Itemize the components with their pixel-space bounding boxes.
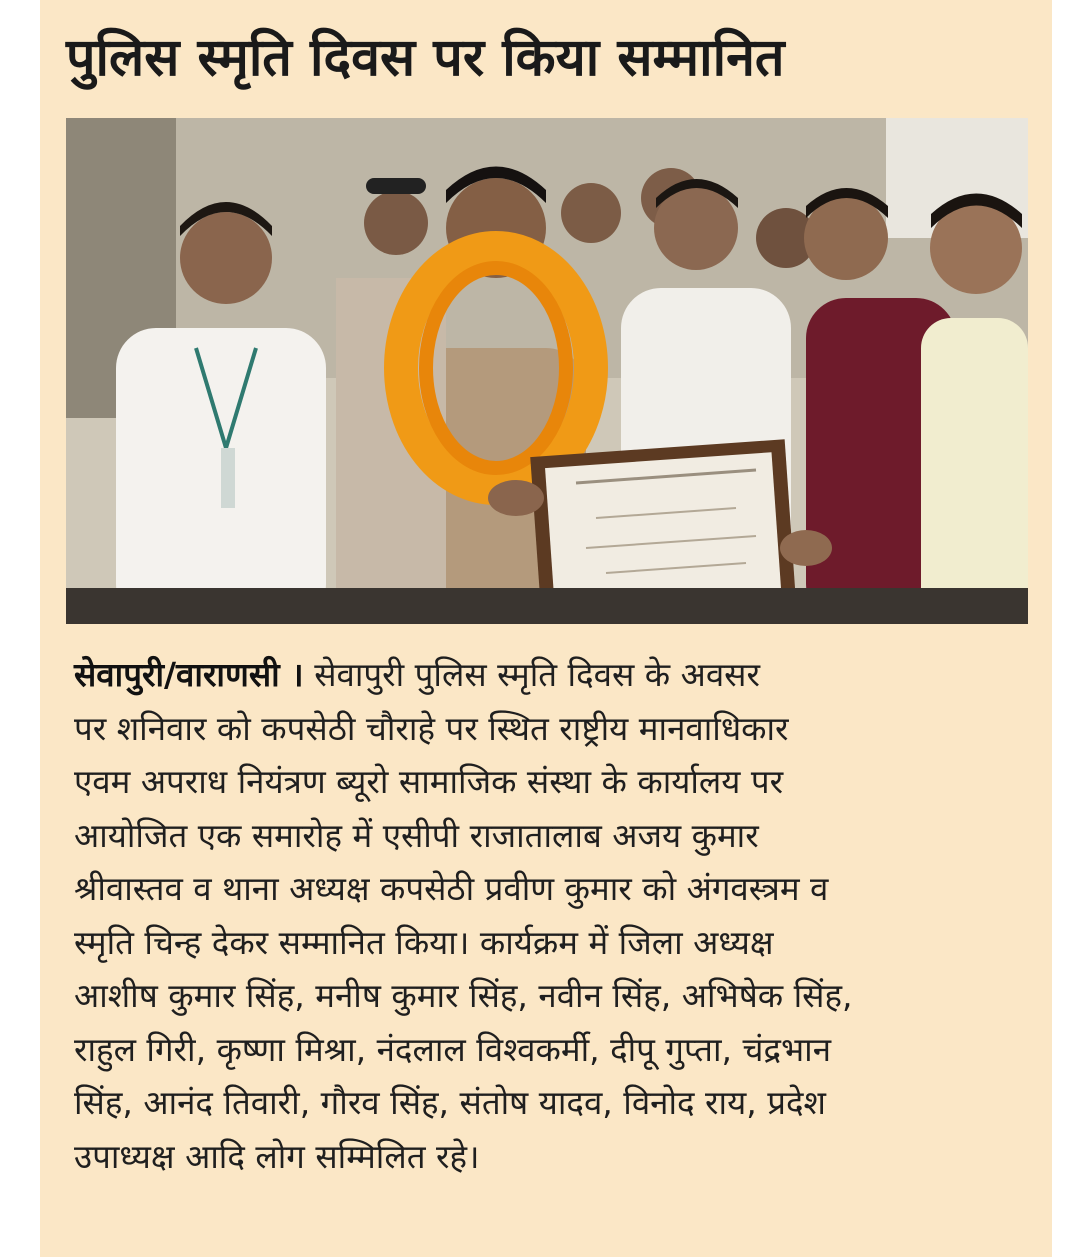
- article-line: आयोजित एक समारोह में एसीपी राजातालाब अजय कुमार: [74, 815, 759, 855]
- article-line: पर शनिवार को कपसेठी चौराहे पर स्थित राष्ट्रीय मानवाधिकार: [74, 708, 789, 748]
- article-body: [74, 648, 1034, 1183]
- dateline: सेवापुरी/वाराणसी ।: [74, 655, 304, 694]
- article-line: राहुल गिरी, कृष्णा मिश्रा, नंदलाल विश्वकर्मी, दीपू गुप्ता, चंद्रभान: [74, 1029, 832, 1069]
- article-line: एवम अपराध नियंत्रण ब्यूरो सामाजिक संस्था के कार्यालय पर: [74, 762, 784, 801]
- page-margin: [1052, 0, 1080, 1257]
- news-photo-illustration: [66, 118, 1028, 624]
- article-line: स्मृति चिन्ह देकर सम्मानित किया। कार्यक्रम में जिला अध्यक्ष: [74, 922, 774, 962]
- headline: पुलिस स्मृति दिवस पर किया सम्मानित: [66, 28, 785, 88]
- article-line: श्रीवास्तव व थाना अध्यक्ष कपसेठी प्रवीण कुमार को अंगवस्त्रम व: [74, 869, 829, 908]
- article-line: [74, 648, 1034, 702]
- article-line: आशीष कुमार सिंह, मनीष कुमार सिंह, नवीन सिंह, अभिषेक सिंह,: [74, 976, 853, 1015]
- newspaper-clipping: [40, 0, 1052, 1257]
- article-line: सिंह, आनंद तिवारी, गौरव सिंह, संतोष यादव, विनोद राय, प्रदेश: [74, 1083, 826, 1122]
- news-photo: [66, 118, 1028, 624]
- article-line: उपाध्यक्ष आदि लोग सम्मिलित रहे।: [74, 1136, 480, 1176]
- article-line-text: सेवापुरी पुलिस स्मृति दिवस के अवसर: [303, 655, 760, 694]
